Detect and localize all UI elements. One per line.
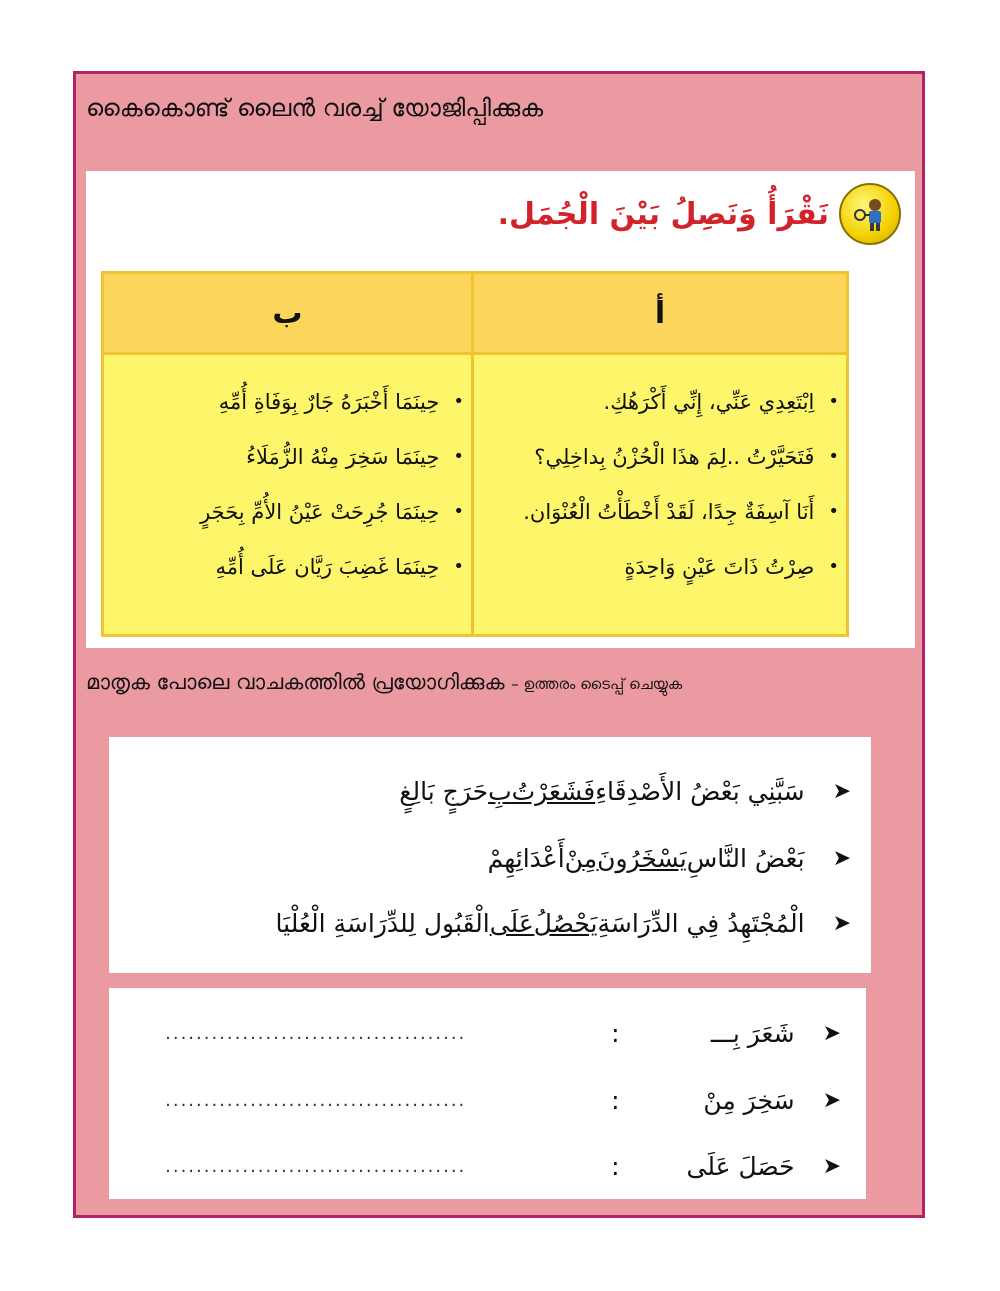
example-text-before: الْمُجْتَهِدُ فِي الدِّرَاسَةِ xyxy=(597,909,805,938)
example-text-before: بَعْضُ النَّاسِ xyxy=(686,844,805,873)
worksheet-title: കൈകൊണ്ട് ലൈൻ വരച്ച് യോജിപ്പിക്കുക xyxy=(86,94,544,122)
example-preposition: مِنْ xyxy=(564,844,598,873)
usage-instruction xyxy=(86,670,682,695)
answer-input-line[interactable]: ....................................... xyxy=(165,1155,467,1177)
example-text-after: الْقَبُول لِلدِّرَاسَةِ الْعُلْيَا xyxy=(275,909,490,938)
arrow-bullet-icon: ➤ xyxy=(822,1087,841,1113)
column-b-item: حِينَمَا سَخِرَ مِنْهُ الزُّمَلَاءُ xyxy=(246,444,440,469)
column-b-item: حِينَمَا أَخْبَرَهُ جَارٌ بِوَفَاةِ أُمِّهِ xyxy=(218,389,440,414)
example-text-after: أَعْدَائِهِمْ xyxy=(487,844,565,873)
arrow-bullet-icon: ➤ xyxy=(822,1020,841,1046)
reading-kid-icon xyxy=(839,183,901,245)
answer-input-line[interactable]: ....................................... xyxy=(165,1022,467,1044)
list-item[interactable] xyxy=(124,429,464,484)
column-a-item: أَنَا آسِفَةٌ جِدًا، لَقَدْ أَخْطَأْتُ الْعُنْوَان. xyxy=(523,499,815,524)
examples-panel xyxy=(109,737,871,973)
answer-row xyxy=(139,1080,841,1120)
list-item[interactable] xyxy=(124,374,464,429)
matching-panel xyxy=(86,171,915,648)
answer-row xyxy=(139,1013,841,1053)
column-b-item: حِينَمَا جُرِحَتْ عَيْنُ الأُمِّ بِحَجَرٍ xyxy=(200,499,440,524)
column-a-item: اِبْتَعِدِي عَنِّي، إِنِّي أَكْرَهُكِ. xyxy=(603,389,815,414)
list-item[interactable] xyxy=(489,539,839,594)
example-sentence xyxy=(488,844,851,873)
bullet-icon: • xyxy=(453,391,464,412)
example-verb: فَشَعَرْتُ xyxy=(511,777,596,806)
column-b-list xyxy=(124,374,464,594)
answer-phrase: شَعَرَ بِـــ xyxy=(710,1018,795,1048)
column-a-item: صِرْتُ ذَاتَ عَيْنٍ وَاحِدَةٍ xyxy=(624,554,815,579)
example-text-before: سَبَّنِي بَعْضُ الأَصْدِقَاءِ xyxy=(595,777,805,806)
answers-panel xyxy=(109,988,866,1199)
answer-colon: : xyxy=(611,1018,620,1048)
bullet-icon: • xyxy=(453,556,464,577)
arrow-bullet-icon: ➤ xyxy=(832,911,851,936)
list-item[interactable] xyxy=(489,429,839,484)
list-item[interactable] xyxy=(124,484,464,539)
example-preposition: بِ xyxy=(488,777,512,806)
worksheet xyxy=(73,71,925,1218)
example-text-after: حَرَجٍ بَالِغٍ xyxy=(399,777,489,806)
header-divider xyxy=(104,352,846,355)
bullet-icon: • xyxy=(828,556,839,577)
bullet-icon: • xyxy=(828,391,839,412)
answer-colon: : xyxy=(611,1151,620,1181)
arrow-bullet-icon: ➤ xyxy=(832,779,851,804)
column-a-header: أ xyxy=(474,274,846,352)
list-item[interactable] xyxy=(489,484,839,539)
answer-row xyxy=(139,1146,841,1186)
matching-table xyxy=(101,271,849,637)
answer-phrase: حَصَلَ عَلَى xyxy=(686,1151,795,1181)
column-a-list xyxy=(489,374,839,594)
instruction-main: മാതൃക പോലെ വാചകത്തിൽ പ്രയോഗിക്കുക xyxy=(86,670,505,694)
arrow-bullet-icon: ➤ xyxy=(832,846,851,871)
arrow-bullet-icon: ➤ xyxy=(822,1153,841,1179)
example-sentence xyxy=(276,909,851,938)
activity-heading: نَقْرَأُ وَنَصِلُ بَيْنَ الْجُمَل. xyxy=(497,196,829,232)
column-b-item: حِينَمَا غَضِبَ رَيَّان عَلَى أُمِّهِ xyxy=(215,554,440,579)
column-b-header: ب xyxy=(104,274,474,352)
example-verb: يَسْخَرُونَ xyxy=(597,844,687,873)
example-sentence xyxy=(399,777,851,806)
answer-input-line[interactable]: ....................................... xyxy=(165,1089,467,1111)
list-item[interactable] xyxy=(489,374,839,429)
list-item[interactable] xyxy=(124,539,464,594)
answer-phrase: سَخِرَ مِنْ xyxy=(703,1085,795,1115)
activity-heading-row xyxy=(498,183,901,245)
column-a-item: فَتَحَيَّرْتُ ..لِمَ هذَا الْحُزْنُ بِداخِلِي؟ xyxy=(534,444,815,469)
example-verb: يَحْصُلُ xyxy=(533,909,598,938)
answer-colon: : xyxy=(611,1085,620,1115)
bullet-icon: • xyxy=(828,446,839,467)
column-divider xyxy=(471,352,474,634)
bullet-icon: • xyxy=(453,446,464,467)
bullet-icon: • xyxy=(828,501,839,522)
bullet-icon: • xyxy=(453,501,464,522)
example-preposition: عَلَى xyxy=(489,909,534,938)
instruction-sub: – ഉത്തരം ടൈപ്പ് ചെയ്യുക xyxy=(511,675,683,693)
